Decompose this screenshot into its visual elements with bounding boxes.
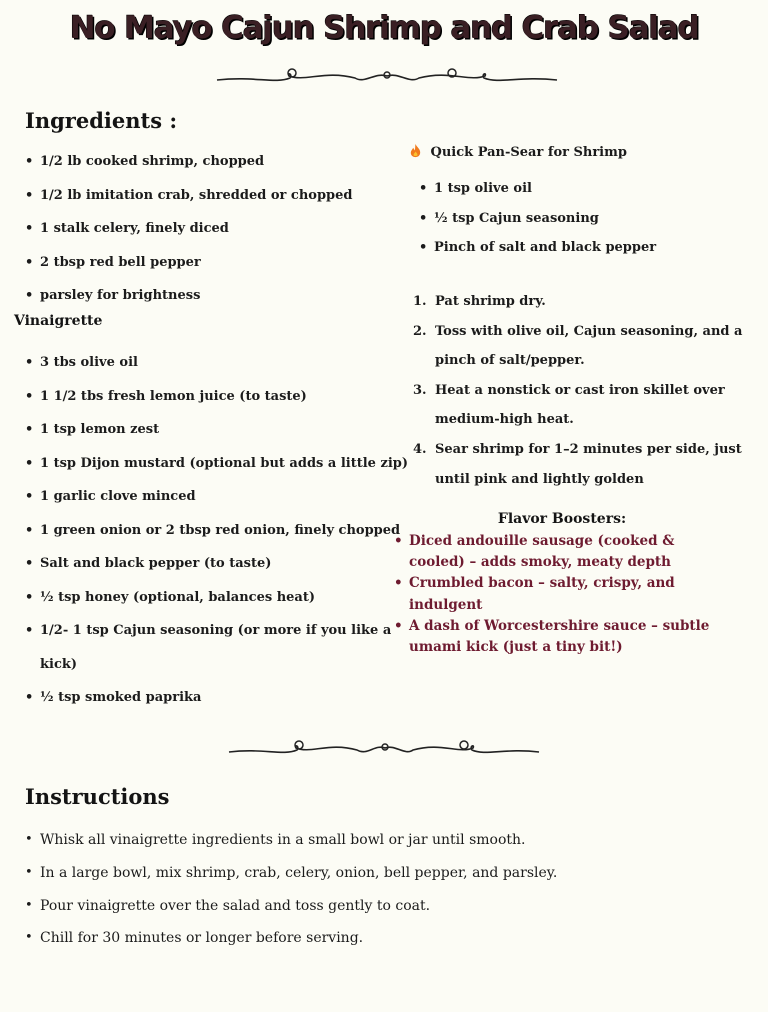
step-number: 4.	[413, 441, 427, 457]
pan-sear-item: • Pinch of salt and black pepper	[408, 233, 656, 263]
flavor-boosters-heading: Flavor Boosters:	[497, 511, 627, 527]
ingredient-item: • 1/2 lb cooked shrimp, chopped	[14, 145, 352, 179]
vinaigrette-item: • ½ tsp honey (optional, balances heat)	[14, 581, 408, 615]
vinaigrette-item: • Salt and black pepper (to taste)	[14, 547, 408, 581]
vinaigrette-item: • ½ tsp smoked paprika	[14, 681, 408, 715]
step-text: Toss with olive oil, Cajun seasoning, and a pinch of salt/pepper.	[435, 323, 743, 369]
pan-sear-step	[413, 317, 757, 376]
instructions-list	[14, 824, 557, 955]
ingredient-item: • 2 tbsp red bell pepper	[14, 246, 352, 280]
pan-sear-list	[408, 174, 656, 263]
ingredient-item: • 1 stalk celery, finely diced	[14, 212, 352, 246]
fire-icon	[408, 145, 428, 160]
pan-sear-item: • ½ tsp Cajun seasoning	[408, 204, 656, 234]
pan-sear-heading	[408, 143, 627, 160]
ingredients-list	[14, 145, 352, 313]
middle-flourish-divider	[227, 736, 541, 760]
pan-sear-item: • 1 tsp olive oil	[408, 174, 656, 204]
page-title: No Mayo Cajun Shrimp and Crab Salad	[69, 10, 699, 46]
instruction-item: • Chill for 30 minutes or longer before serving.	[14, 922, 557, 955]
flavor-booster-item: • Crumbled bacon – salty, crispy, and indulgent	[392, 573, 732, 615]
instruction-item: • In a large bowl, mix shrimp, crab, celery, onion, bell pepper, and parsley.	[14, 857, 557, 890]
step-number: 2.	[413, 323, 427, 339]
step-text: Heat a nonstick or cast iron skillet over medium-high heat.	[435, 382, 725, 428]
vinaigrette-item: • 1 tsp lemon zest	[14, 413, 408, 447]
vinaigrette-item: • 1 green onion or 2 tbsp red onion, finely chopped	[14, 514, 408, 548]
step-text: Pat shrimp dry.	[435, 294, 546, 309]
flavor-booster-item: • A dash of Worcestershire sauce – subtle umami kick (just a tiny bit!)	[392, 616, 732, 658]
step-number: 3.	[413, 382, 427, 398]
flavor-boosters-list	[392, 531, 732, 658]
pan-sear-step	[413, 435, 757, 494]
ingredients-heading: Ingredients :	[25, 108, 178, 133]
vinaigrette-item-continuation-text: kick)	[40, 656, 78, 672]
pan-sear-heading-text: Quick Pan-Sear for Shrimp	[430, 145, 627, 160]
pan-sear-step	[413, 376, 757, 435]
pan-sear-steps	[413, 287, 757, 494]
instruction-item: • Whisk all vinaigrette ingredients in a small bowl or jar until smooth.	[14, 824, 557, 857]
vinaigrette-item-continuation	[14, 648, 408, 682]
vinaigrette-item: • 1/2- 1 tsp Cajun seasoning (or more if you like a	[14, 614, 408, 648]
instruction-item: • Pour vinaigrette over the salad and toss gently to coat.	[14, 890, 557, 923]
vinaigrette-item: • 1 1/2 tbs fresh lemon juice (to taste)	[14, 380, 408, 414]
vinaigrette-heading: Vinaigrette	[14, 313, 103, 329]
ingredient-item: • 1/2 lb imitation crab, shredded or chopped	[14, 179, 352, 213]
step-text: Sear shrimp for 1–2 minutes per side, just until pink and lightly golden	[435, 441, 742, 487]
vinaigrette-item: • 3 tbs olive oil	[14, 346, 408, 380]
flavor-booster-item: • Diced andouille sausage (cooked & cooled) – adds smoky, meaty depth	[392, 531, 732, 573]
top-flourish-divider	[215, 64, 559, 88]
vinaigrette-list	[14, 346, 408, 715]
step-number: 1.	[413, 294, 427, 309]
instructions-heading: Instructions	[25, 784, 170, 809]
pan-sear-step	[413, 287, 757, 317]
vinaigrette-item: • 1 garlic clove minced	[14, 480, 408, 514]
vinaigrette-item: • 1 tsp Dijon mustard (optional but adds a little zip)	[14, 447, 408, 481]
ingredient-item: • parsley for brightness	[14, 279, 352, 313]
